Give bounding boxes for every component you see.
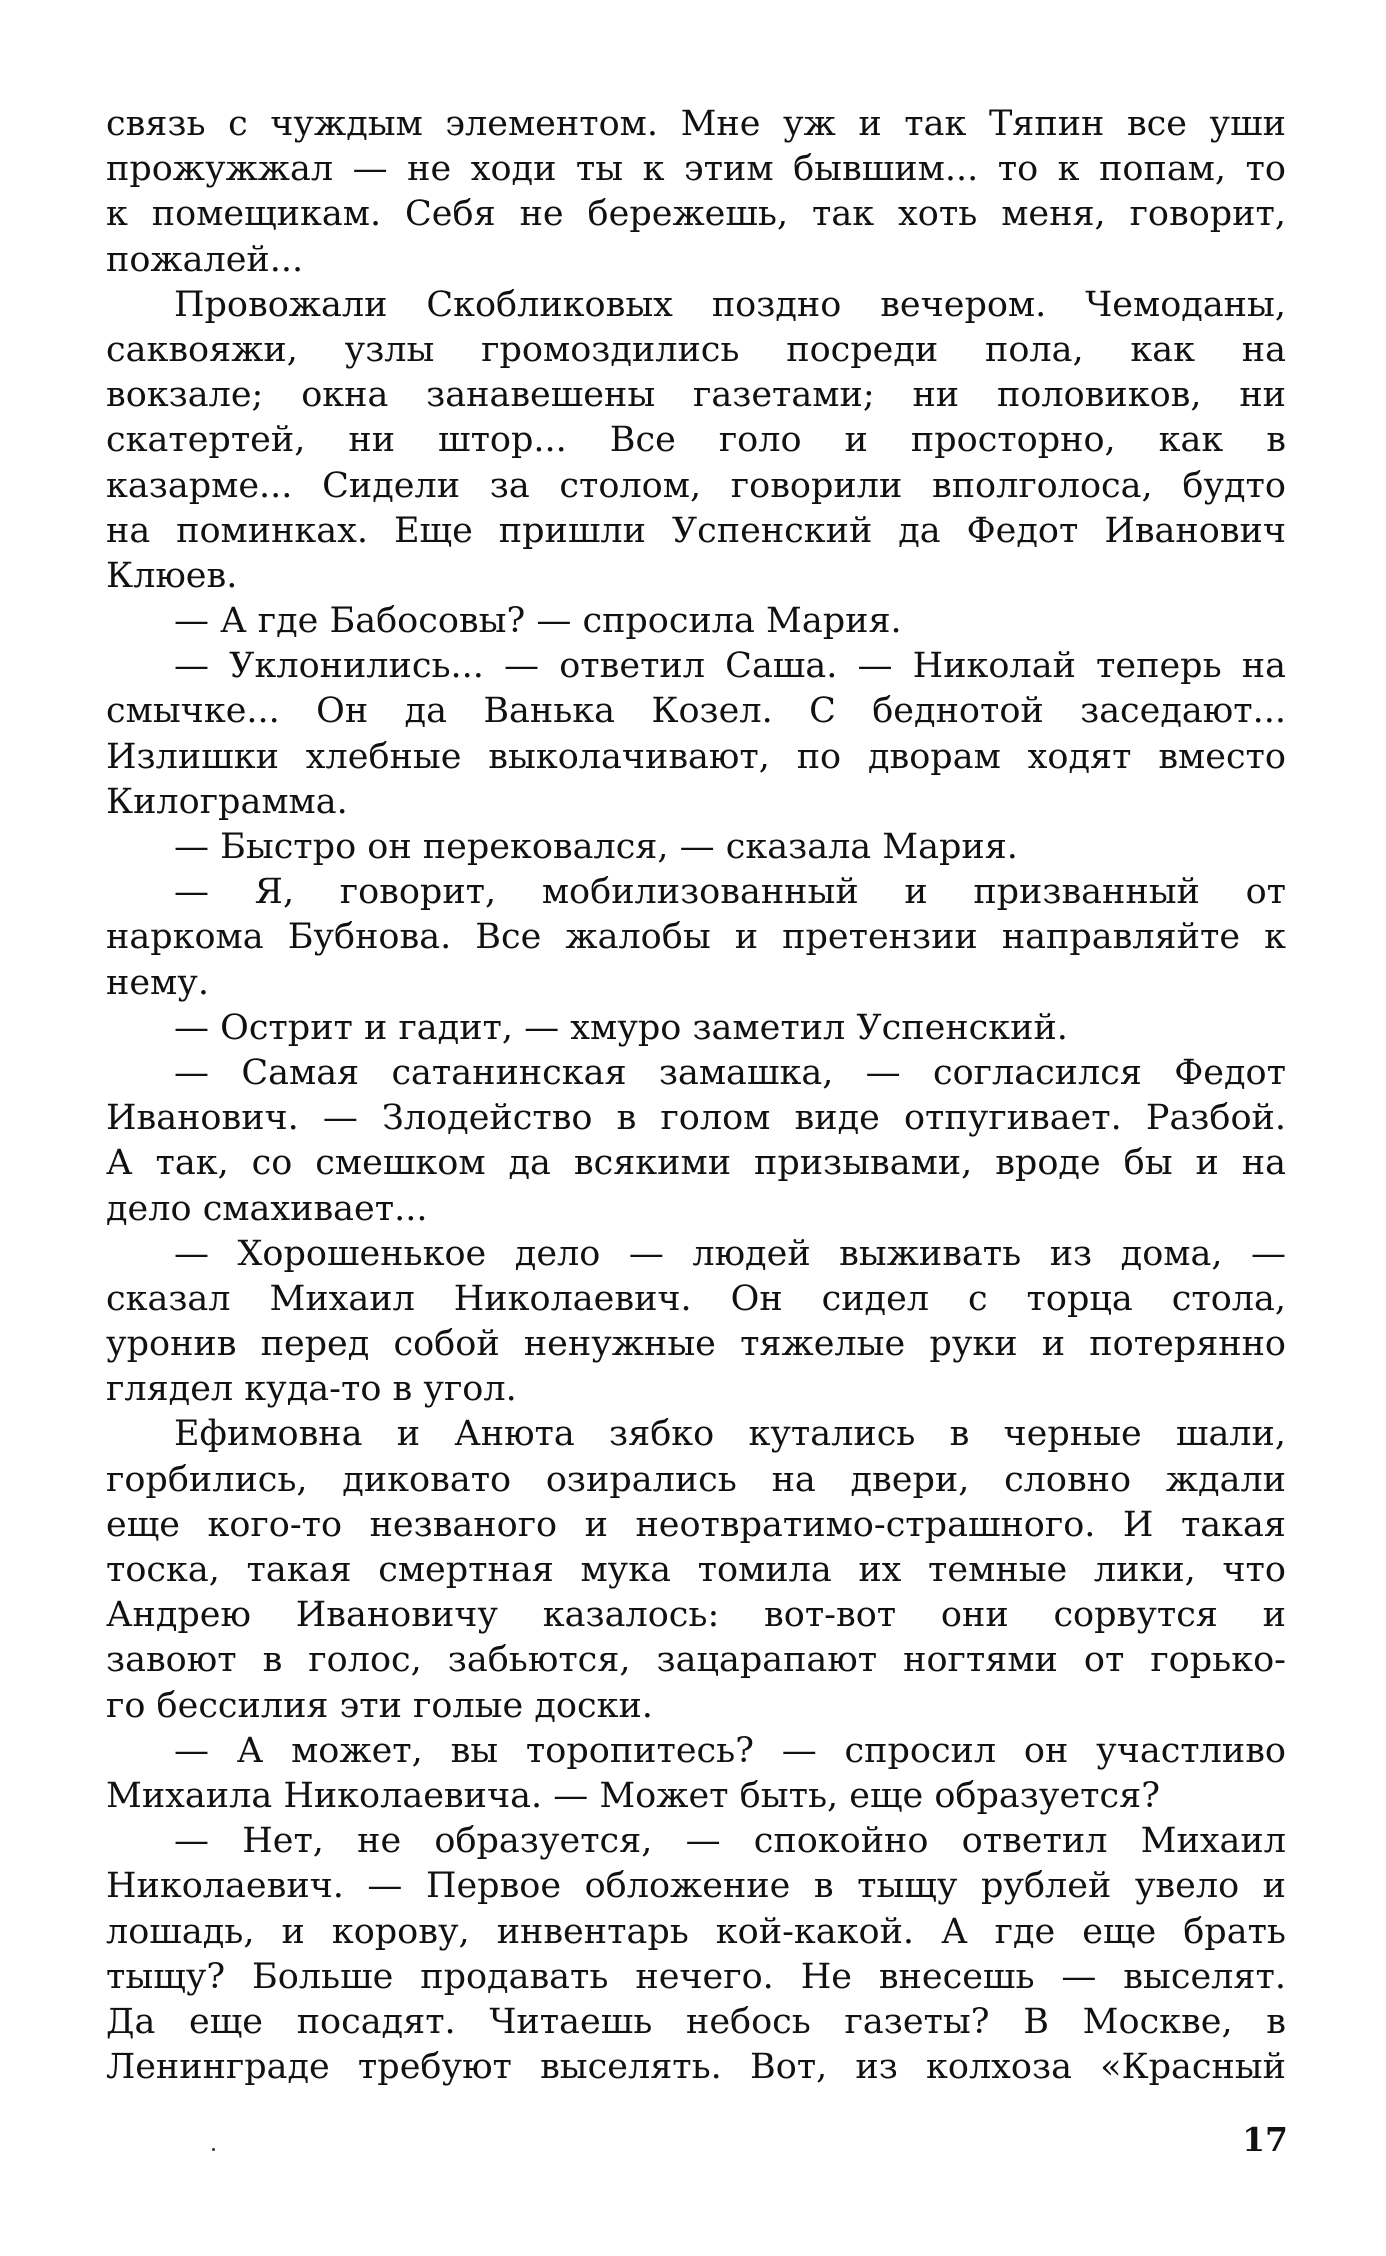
text-line: тоска, такая смертная мука томила их темные лики, что — [106, 1550, 1286, 1590]
text-line: А так, со смешком да всякими призывами, вроде бы и на — [106, 1143, 1286, 1184]
dialogue-line: — Я, говорит, мобилизованный и призванный от — [174, 872, 1286, 913]
text-line: смычке... Он да Ванька Козел. С беднотой заседают... — [106, 691, 1286, 732]
text-line: саквояжи, узлы громоздились посреди пола, как на — [106, 329, 1286, 370]
text-line: прожужжал — не ходи ты к этим бывшим... то к попам, то — [106, 149, 1286, 190]
text-line: Михаила Николаевича. — Может быть, еще образуется? — [106, 1775, 1160, 1816]
text-line: скатертей, ни штор... Все голо и просторно, как в — [106, 420, 1286, 461]
text-line: дело смахивает... — [106, 1188, 428, 1229]
text-line: горбились, диковато озирались на двери, словно ждали — [106, 1459, 1286, 1500]
text-line: пожалей... — [106, 239, 304, 280]
paragraph-start-line: Ефимовна и Анюта зябко кутались в черные шали, — [174, 1414, 1286, 1455]
text-line: сказал Михаил Николаевич. Он сидел с торца стола, — [106, 1278, 1286, 1319]
print-speck — [212, 2148, 215, 2151]
page-text — [106, 102, 1286, 2090]
text-line: Николаевич. — Первое обложение в тыщу рублей увело и — [106, 1866, 1286, 1907]
text-line: на поминках. Еще пришли Успенский да Федот Иванович — [106, 510, 1286, 551]
text-line: нему. — [106, 962, 209, 1003]
text-line: Клюев. — [106, 555, 238, 596]
page-number: 17 — [1242, 2120, 1288, 2159]
text-line: тыщу? Больше продавать нечего. Не внесешь — выселят. — [106, 1956, 1286, 1997]
text-line: еще кого-то незваного и неотвратимо-страшного. И такая — [106, 1504, 1286, 1545]
dialogue-line: — Нет, не образуется, — спокойно ответил Михаил — [174, 1821, 1286, 1862]
dialogue-line: — А может, вы торопитесь? — спросил он участливо — [174, 1730, 1286, 1771]
dialogue-line: — Самая сатанинская замашка, — согласился Федот — [174, 1052, 1286, 1093]
text-line: к помещикам. Себя не бережешь, так хоть меня, говорит, — [106, 194, 1286, 235]
text-line: Ленинграде требуют выселять. Вот, из колхоза «Красный — [106, 2047, 1286, 2088]
text-line: го бессилия эти голые доски. — [106, 1685, 653, 1726]
text-line: Иванович. — Злодейство в голом виде отпугивает. Разбой. — [106, 1098, 1286, 1139]
text-line: вокзале; окна занавешены газетами; ни половиков, ни — [106, 375, 1286, 416]
text-line: Андрею Ивановичу казалось: вот-вот они сорвутся и — [106, 1595, 1286, 1636]
text-line: казарме... Сидели за столом, говорили вполголоса, будто — [106, 465, 1286, 506]
paragraph-start-line: Провожали Скобликовых поздно вечером. Чемоданы, — [174, 284, 1286, 325]
dialogue-line: — Быстро он перековался, — сказала Мария. — [174, 827, 1018, 867]
dialogue-line: — А где Бабосовы? — спросила Мария. — [174, 601, 902, 642]
dialogue-line: — Хорошенькое дело — людей выживать из дома, — — [174, 1233, 1286, 1274]
text-line: глядел куда-то в угол. — [106, 1369, 517, 1410]
text-line: наркома Бубнова. Все жалобы и претензии направляйте к — [106, 917, 1286, 958]
dialogue-line: — Острит и гадит, — хмуро заметил Успенский. — [174, 1007, 1068, 1048]
dialogue-line: — Уклонились... — ответил Саша. — Николай теперь на — [174, 646, 1286, 687]
text-line: Да еще посадят. Читаешь небось газеты? В Москве, в — [106, 2001, 1286, 2042]
text-line: уронив перед собой ненужные тяжелые руки и потерянно — [106, 1324, 1286, 1365]
text-line: завоют в голос, забьются, зацарапают ногтями от горько- — [106, 1640, 1286, 1681]
text-line: Килограмма. — [106, 781, 348, 822]
text-line: Излишки хлебные выколачивают, по дворам ходят вместо — [106, 736, 1286, 777]
text-line: связь с чуждым элементом. Мне уж и так Тяпин все уши — [106, 104, 1286, 144]
text-line: лошадь, и корову, инвентарь кой-какой. А где еще брать — [106, 1911, 1286, 1952]
